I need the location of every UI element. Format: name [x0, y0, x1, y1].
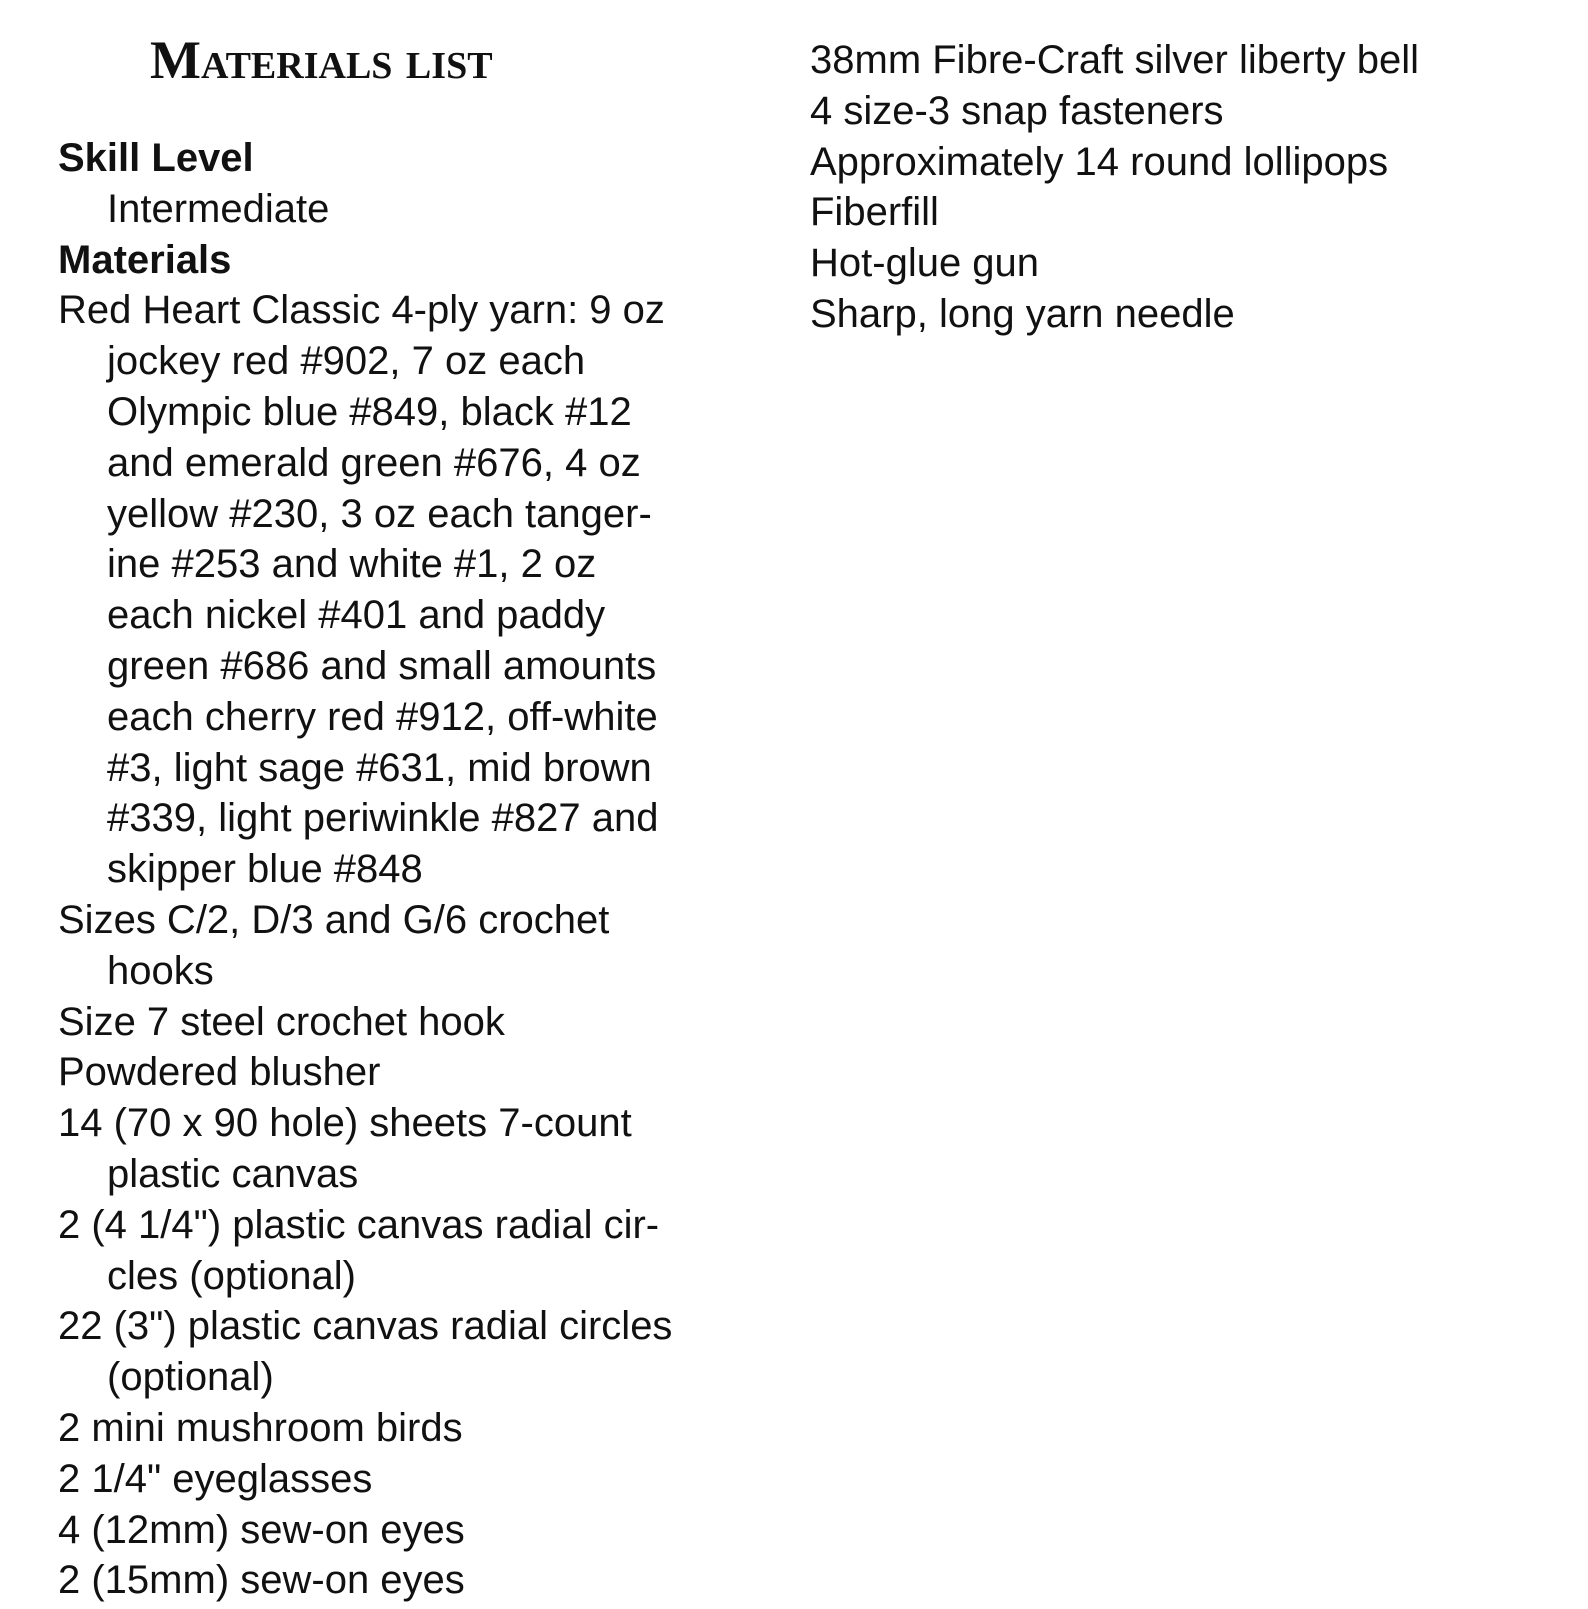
- list-item: 4 size-3 snap fasteners: [810, 88, 1224, 133]
- list-item-continuation: skipper blue #848: [107, 847, 423, 892]
- page-title: Materials list: [150, 30, 493, 90]
- list-item-continuation: ine #253 and white #1, 2 oz: [107, 542, 597, 587]
- materials-column-left: [58, 133, 788, 1606]
- list-item-continuation: jockey red #902, 7 oz each: [107, 339, 586, 384]
- list-item: 2 mini mushroom birds: [58, 1405, 463, 1450]
- list-item-continuation: plastic canvas: [107, 1151, 359, 1196]
- list-item-continuation: green #686 and small amounts: [107, 643, 657, 688]
- list-item: 22 (3") plastic canvas radial circles: [58, 1304, 673, 1349]
- section-heading-skill-level: Skill Level: [58, 136, 254, 180]
- list-item: Sizes C/2, D/3 and G/6 crochet: [58, 897, 610, 942]
- list-item: Size 7 steel crochet hook: [58, 999, 505, 1044]
- list-item: Sharp, long yarn needle: [810, 291, 1235, 336]
- list-item-continuation: and emerald green #676, 4 oz: [107, 440, 641, 485]
- list-item: Hot-glue gun: [810, 241, 1040, 286]
- list-item-continuation: (optional): [107, 1355, 274, 1400]
- list-item: Red Heart Classic 4-ply yarn: 9 oz: [58, 288, 665, 333]
- list-item-continuation: #3, light sage #631, mid brown: [107, 745, 652, 790]
- list-item: Approximately 14 round lollipops: [810, 139, 1389, 184]
- list-item-continuation: hooks: [107, 948, 214, 993]
- list-item-continuation: yellow #230, 3 oz each tanger-: [107, 491, 652, 536]
- list-item-continuation: cles (optional): [107, 1253, 357, 1298]
- list-item: 2 1/4" eyeglasses: [58, 1456, 373, 1501]
- list-item: 4 (12mm) sew-on eyes: [58, 1507, 465, 1552]
- list-item-continuation: Olympic blue #849, black #12: [107, 389, 632, 434]
- list-item: 14 (70 x 90 hole) sheets 7-count: [58, 1101, 632, 1146]
- list-item: Powdered blusher: [58, 1050, 381, 1095]
- list-item-continuation: each nickel #401 and paddy: [107, 593, 606, 638]
- list-item-continuation: #339, light periwinkle #827 and: [107, 796, 659, 841]
- section-heading-materials: Materials: [58, 237, 232, 282]
- list-item: 2 (15mm) sew-on eyes: [58, 1558, 465, 1603]
- list-item: 2 (4 1/4") plastic canvas radial cir-: [58, 1202, 660, 1247]
- list-item: Fiberfill: [810, 190, 939, 235]
- skill-level-value: Intermediate: [107, 186, 330, 231]
- list-item: 38mm Fibre-Craft silver liberty bell: [810, 38, 1420, 82]
- materials-column-right: [810, 35, 1570, 340]
- list-item-continuation: each cherry red #912, off-white: [107, 694, 658, 739]
